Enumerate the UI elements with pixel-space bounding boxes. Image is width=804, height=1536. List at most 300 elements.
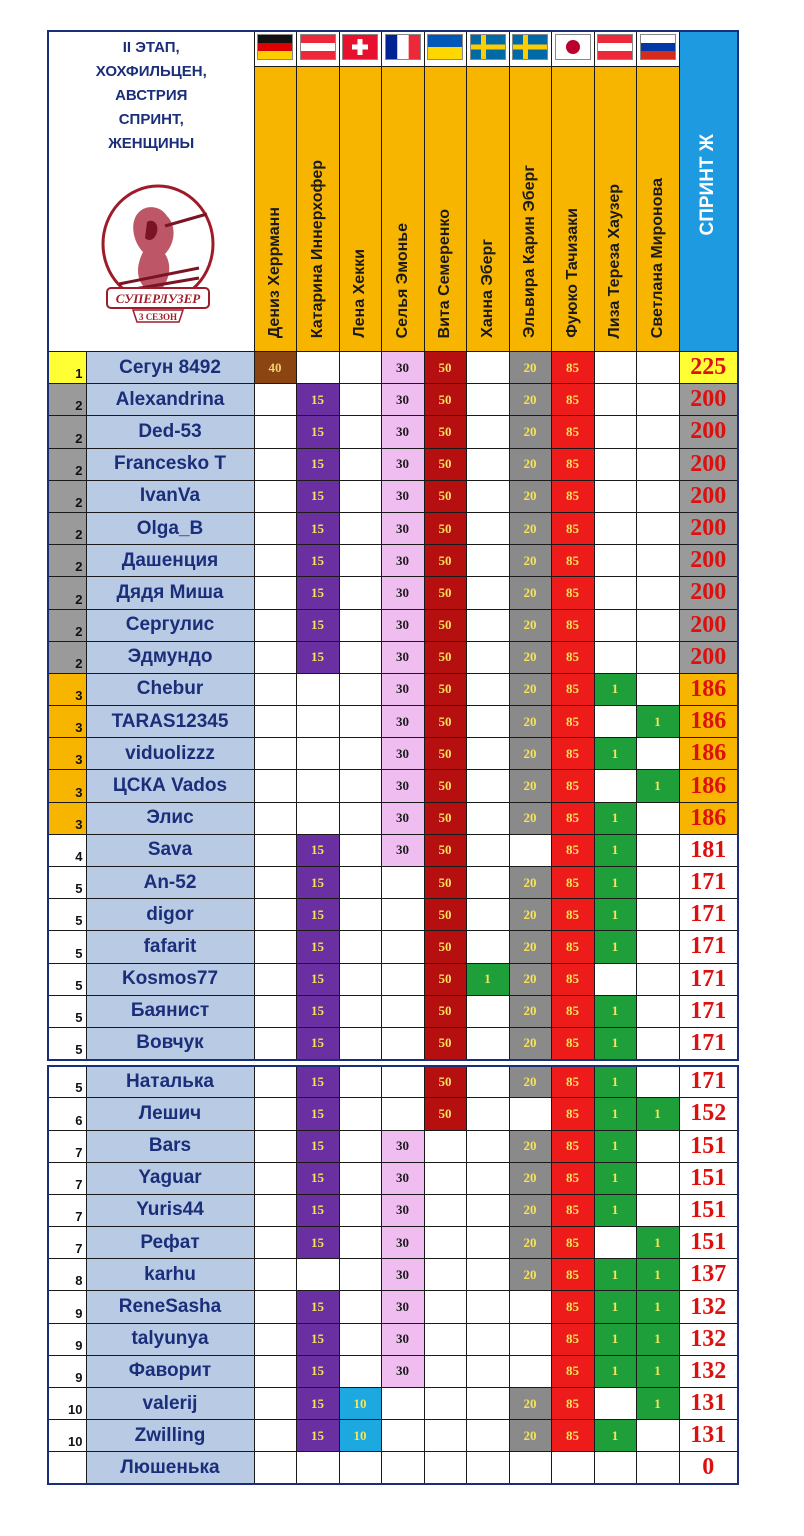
score-cell — [339, 1194, 381, 1226]
score-cell — [466, 1355, 509, 1387]
table-row — [48, 738, 738, 770]
score-cell — [254, 834, 296, 866]
score-cell: 20 — [509, 706, 551, 738]
switzerland-flag-icon — [342, 34, 378, 60]
score-cell — [381, 1420, 424, 1452]
total-cell: 200 — [679, 545, 738, 577]
flag-cell — [636, 31, 679, 67]
score-cell — [339, 577, 381, 609]
score-cell — [636, 931, 679, 963]
score-cell — [594, 1452, 636, 1484]
score-cell: 85 — [551, 384, 594, 416]
rank-cell: 7 — [48, 1130, 86, 1162]
score-cell: 50 — [424, 512, 466, 544]
player-name: Ded-53 — [86, 416, 254, 448]
score-cell — [594, 545, 636, 577]
score-cell — [466, 1259, 509, 1291]
table-row — [48, 899, 738, 931]
score-cell — [339, 384, 381, 416]
player-name: Вовчук — [86, 1027, 254, 1059]
score-cell: 30 — [381, 545, 424, 577]
player-name: Эдмундо — [86, 641, 254, 673]
player-name: talyunya — [86, 1323, 254, 1355]
score-cell — [636, 1420, 679, 1452]
score-cell — [339, 1355, 381, 1387]
score-cell — [466, 802, 509, 834]
total-cell: 200 — [679, 384, 738, 416]
score-cell — [466, 1420, 509, 1452]
score-cell: 50 — [424, 480, 466, 512]
score-cell — [254, 995, 296, 1027]
rank-cell: 10 — [48, 1388, 86, 1420]
score-cell — [466, 545, 509, 577]
rank-cell: 7 — [48, 1227, 86, 1259]
score-cell — [254, 802, 296, 834]
score-cell: 20 — [509, 1388, 551, 1420]
score-cell — [254, 963, 296, 995]
score-cell — [594, 448, 636, 480]
flag-cell — [381, 31, 424, 67]
total-cell: 132 — [679, 1355, 738, 1387]
score-cell — [466, 416, 509, 448]
score-cell: 1 — [636, 1098, 679, 1130]
score-cell — [381, 867, 424, 899]
score-cell — [466, 1162, 509, 1194]
player-name: Sava — [86, 834, 254, 866]
score-cell: 30 — [381, 1323, 424, 1355]
score-cell: 15 — [296, 384, 339, 416]
athlete-header — [594, 67, 636, 352]
rank-cell: 2 — [48, 384, 86, 416]
rank-cell: 2 — [48, 609, 86, 641]
athlete-name: Лена Хекки — [351, 249, 368, 338]
score-cell — [254, 770, 296, 802]
score-cell — [254, 673, 296, 705]
total-cell: 186 — [679, 802, 738, 834]
table-row — [48, 673, 738, 705]
score-cell: 1 — [594, 1291, 636, 1323]
score-cell — [466, 770, 509, 802]
athlete-header — [466, 67, 509, 352]
score-cell — [636, 1066, 679, 1098]
title-line: ЖЕНЩИНЫ — [108, 135, 195, 152]
score-cell: 30 — [381, 1162, 424, 1194]
score-cell — [636, 641, 679, 673]
score-cell: 15 — [296, 512, 339, 544]
score-cell: 50 — [424, 577, 466, 609]
rank-cell: 5 — [48, 1066, 86, 1098]
table-row — [48, 1291, 738, 1323]
score-cell — [424, 1388, 466, 1420]
total-header — [679, 31, 738, 352]
score-cell: 1 — [594, 1194, 636, 1226]
rank-cell: 5 — [48, 995, 86, 1027]
score-cell: 1 — [636, 1323, 679, 1355]
score-cell: 30 — [381, 1259, 424, 1291]
total-cell: 186 — [679, 770, 738, 802]
score-cell: 50 — [424, 448, 466, 480]
score-cell — [254, 416, 296, 448]
score-cell — [254, 899, 296, 931]
player-name: ЦСКА Vados — [86, 770, 254, 802]
flag-cell — [424, 31, 466, 67]
score-cell — [254, 545, 296, 577]
player-name: Дядя Миша — [86, 577, 254, 609]
score-cell — [636, 673, 679, 705]
title-line: II ЭТАП, — [122, 39, 180, 56]
score-cell — [466, 352, 509, 384]
score-cell — [509, 834, 551, 866]
score-cell: 30 — [381, 1194, 424, 1226]
player-name: Рефат — [86, 1227, 254, 1259]
total-cell: 200 — [679, 577, 738, 609]
table-row — [48, 480, 738, 512]
score-cell: 20 — [509, 995, 551, 1027]
score-cell: 85 — [551, 1027, 594, 1059]
rank-cell: 4 — [48, 834, 86, 866]
table-row — [48, 1130, 738, 1162]
player-name: Olga_B — [86, 512, 254, 544]
score-cell: 85 — [551, 738, 594, 770]
score-cell: 1 — [594, 1323, 636, 1355]
total-cell: 200 — [679, 416, 738, 448]
score-cell — [636, 352, 679, 384]
score-cell — [551, 1452, 594, 1484]
score-cell — [636, 448, 679, 480]
flag-row — [48, 31, 738, 67]
athlete-header — [339, 67, 381, 352]
score-cell — [339, 738, 381, 770]
score-cell: 1 — [594, 1066, 636, 1098]
rank-cell: 8 — [48, 1259, 86, 1291]
score-cell — [636, 545, 679, 577]
total-cell: 151 — [679, 1227, 738, 1259]
score-cell — [254, 738, 296, 770]
player-name: karhu — [86, 1259, 254, 1291]
score-cell: 30 — [381, 384, 424, 416]
athlete-name: Катарина Иннерхофер — [308, 159, 326, 338]
score-cell: 85 — [551, 770, 594, 802]
score-cell: 1 — [594, 673, 636, 705]
score-cell: 1 — [594, 834, 636, 866]
score-cell — [254, 1066, 296, 1098]
score-cell — [424, 1162, 466, 1194]
score-cell: 15 — [296, 1194, 339, 1226]
score-cell: 1 — [636, 1355, 679, 1387]
score-cell: 30 — [381, 448, 424, 480]
score-cell — [594, 770, 636, 802]
score-cell — [339, 609, 381, 641]
score-cell: 50 — [424, 384, 466, 416]
score-cell — [296, 352, 339, 384]
total-cell: 171 — [679, 1066, 738, 1098]
rank-cell: 2 — [48, 641, 86, 673]
score-cell: 85 — [551, 641, 594, 673]
score-cell — [509, 1323, 551, 1355]
total-cell: 132 — [679, 1323, 738, 1355]
standings-body-top — [48, 352, 738, 1060]
score-cell — [339, 1291, 381, 1323]
score-cell: 15 — [296, 416, 339, 448]
table-row — [48, 1259, 738, 1291]
score-cell: 20 — [509, 352, 551, 384]
score-cell — [339, 1130, 381, 1162]
score-cell: 85 — [551, 706, 594, 738]
score-cell — [636, 609, 679, 641]
score-cell — [339, 1452, 381, 1484]
total-cell: 131 — [679, 1420, 738, 1452]
player-name: Баянист — [86, 995, 254, 1027]
score-cell: 20 — [509, 673, 551, 705]
rank-cell: 5 — [48, 867, 86, 899]
score-cell — [339, 1027, 381, 1059]
svg-text:СУПЕРЛУЗЕР: СУПЕРЛУЗЕР — [115, 291, 201, 306]
table-row — [48, 931, 738, 963]
athlete-header — [509, 67, 551, 352]
score-cell — [424, 1259, 466, 1291]
athlete-header — [636, 67, 679, 352]
score-cell: 15 — [296, 1130, 339, 1162]
score-cell: 15 — [296, 834, 339, 866]
score-cell — [594, 480, 636, 512]
table-row — [48, 416, 738, 448]
score-cell — [636, 867, 679, 899]
score-cell — [254, 1291, 296, 1323]
score-cell — [339, 834, 381, 866]
player-name: Сергулис — [86, 609, 254, 641]
score-cell — [636, 899, 679, 931]
table-row — [48, 1388, 738, 1420]
score-cell — [296, 802, 339, 834]
score-cell — [339, 545, 381, 577]
score-cell: 85 — [551, 802, 594, 834]
score-cell: 50 — [424, 963, 466, 995]
score-cell: 1 — [594, 1027, 636, 1059]
player-name: Alexandrina — [86, 384, 254, 416]
score-cell: 85 — [551, 1227, 594, 1259]
table-row — [48, 1452, 738, 1484]
score-cell: 50 — [424, 609, 466, 641]
score-cell — [339, 963, 381, 995]
score-cell — [594, 706, 636, 738]
score-cell: 50 — [424, 706, 466, 738]
japan-flag-icon — [555, 34, 591, 60]
table-row — [48, 1027, 738, 1059]
total-cell: 225 — [679, 352, 738, 384]
score-cell — [636, 577, 679, 609]
score-cell — [254, 577, 296, 609]
score-cell — [254, 1227, 296, 1259]
score-cell — [254, 1194, 296, 1226]
athlete-name: Дениз Херрманн — [266, 206, 283, 338]
player-name: viduolizzz — [86, 738, 254, 770]
title-line: СПРИНТ, — [118, 111, 184, 128]
rank-cell: 7 — [48, 1162, 86, 1194]
score-cell — [424, 1130, 466, 1162]
score-cell: 15 — [296, 995, 339, 1027]
score-cell — [424, 1355, 466, 1387]
rank-cell: 3 — [48, 802, 86, 834]
score-cell: 85 — [551, 352, 594, 384]
rank-cell: 10 — [48, 1420, 86, 1452]
score-cell — [339, 867, 381, 899]
score-cell: 10 — [339, 1388, 381, 1420]
score-cell: 85 — [551, 1291, 594, 1323]
score-cell — [381, 1098, 424, 1130]
score-cell: 1 — [594, 899, 636, 931]
score-cell: 85 — [551, 1194, 594, 1226]
score-cell: 20 — [509, 1259, 551, 1291]
table-row — [48, 706, 738, 738]
score-cell — [339, 995, 381, 1027]
player-name: Фаворит — [86, 1355, 254, 1387]
table-row — [48, 963, 738, 995]
score-cell: 15 — [296, 1162, 339, 1194]
page-title — [49, 32, 254, 156]
rank-cell: 6 — [48, 1098, 86, 1130]
sweden-flag-icon — [512, 34, 548, 60]
score-cell — [466, 834, 509, 866]
score-cell: 20 — [509, 1194, 551, 1226]
score-cell — [296, 673, 339, 705]
rank-cell: 1 — [48, 352, 86, 384]
player-name: Chebur — [86, 673, 254, 705]
score-cell — [424, 1452, 466, 1484]
rank-cell: 2 — [48, 512, 86, 544]
player-name: IvanVa — [86, 480, 254, 512]
score-cell: 20 — [509, 609, 551, 641]
score-cell — [466, 931, 509, 963]
table-row — [48, 448, 738, 480]
score-cell — [594, 641, 636, 673]
score-cell: 50 — [424, 673, 466, 705]
score-cell — [509, 1452, 551, 1484]
score-cell: 20 — [509, 1420, 551, 1452]
score-cell: 30 — [381, 1355, 424, 1387]
flag-cell — [296, 31, 339, 67]
score-cell — [254, 1259, 296, 1291]
athlete-header — [551, 67, 594, 352]
score-cell: 85 — [551, 1323, 594, 1355]
score-cell — [254, 448, 296, 480]
score-cell: 85 — [551, 577, 594, 609]
score-cell: 85 — [551, 1355, 594, 1387]
title-block — [48, 31, 254, 352]
score-cell — [254, 609, 296, 641]
rank-cell: 9 — [48, 1355, 86, 1387]
score-cell: 50 — [424, 545, 466, 577]
score-cell: 50 — [424, 931, 466, 963]
score-cell — [509, 1098, 551, 1130]
score-cell: 30 — [381, 770, 424, 802]
rank-cell: 3 — [48, 738, 86, 770]
score-cell: 85 — [551, 1162, 594, 1194]
score-cell: 50 — [424, 867, 466, 899]
flag-cell — [551, 31, 594, 67]
score-cell: 1 — [594, 867, 636, 899]
player-name: An-52 — [86, 867, 254, 899]
score-cell — [466, 448, 509, 480]
score-cell: 15 — [296, 1388, 339, 1420]
score-cell — [466, 1027, 509, 1059]
score-cell: 85 — [551, 480, 594, 512]
total-cell: 0 — [679, 1452, 738, 1484]
score-cell — [339, 352, 381, 384]
score-cell: 20 — [509, 384, 551, 416]
score-cell: 50 — [424, 416, 466, 448]
score-cell: 15 — [296, 1323, 339, 1355]
total-cell: 152 — [679, 1098, 738, 1130]
score-cell — [254, 1452, 296, 1484]
score-cell: 1 — [594, 1420, 636, 1452]
player-name: Дашенция — [86, 545, 254, 577]
score-cell: 20 — [509, 480, 551, 512]
score-cell — [424, 1194, 466, 1226]
austria-flag-icon — [300, 34, 336, 60]
score-cell — [254, 384, 296, 416]
table-row — [48, 802, 738, 834]
score-cell: 20 — [509, 641, 551, 673]
total-cell: 186 — [679, 706, 738, 738]
athlete-header — [296, 67, 339, 352]
score-cell: 30 — [381, 352, 424, 384]
score-cell — [296, 738, 339, 770]
standings-sheet — [47, 30, 737, 1485]
score-cell: 30 — [381, 673, 424, 705]
rank-cell: 5 — [48, 931, 86, 963]
score-cell — [339, 1098, 381, 1130]
score-cell — [636, 1130, 679, 1162]
score-cell — [636, 384, 679, 416]
table-row — [48, 770, 738, 802]
germany-flag-icon — [257, 34, 293, 60]
score-cell — [636, 802, 679, 834]
rank-cell: 2 — [48, 577, 86, 609]
score-cell — [424, 1291, 466, 1323]
score-cell — [466, 384, 509, 416]
score-cell — [339, 1259, 381, 1291]
score-cell — [296, 706, 339, 738]
total-cell: 200 — [679, 448, 738, 480]
rank-cell: 3 — [48, 673, 86, 705]
flag-cell — [466, 31, 509, 67]
score-cell — [636, 1027, 679, 1059]
score-cell — [339, 1227, 381, 1259]
score-cell: 15 — [296, 1066, 339, 1098]
flag-cell — [254, 31, 296, 67]
score-cell: 20 — [509, 1162, 551, 1194]
score-cell — [466, 1323, 509, 1355]
table-row — [48, 1162, 738, 1194]
total-cell: 151 — [679, 1194, 738, 1226]
score-cell: 30 — [381, 706, 424, 738]
score-cell: 30 — [381, 802, 424, 834]
score-cell — [424, 1227, 466, 1259]
total-header-label: СПРИНТ Ж — [697, 134, 719, 236]
score-cell: 15 — [296, 1027, 339, 1059]
player-name: Yuris44 — [86, 1194, 254, 1226]
score-cell — [466, 512, 509, 544]
score-cell: 20 — [509, 416, 551, 448]
score-cell — [594, 1388, 636, 1420]
table-row — [48, 641, 738, 673]
score-cell — [254, 1162, 296, 1194]
score-cell — [466, 1098, 509, 1130]
score-cell: 15 — [296, 1098, 339, 1130]
score-cell: 30 — [381, 1130, 424, 1162]
athlete-name: Светлана Миронова — [648, 177, 666, 338]
score-cell — [296, 770, 339, 802]
